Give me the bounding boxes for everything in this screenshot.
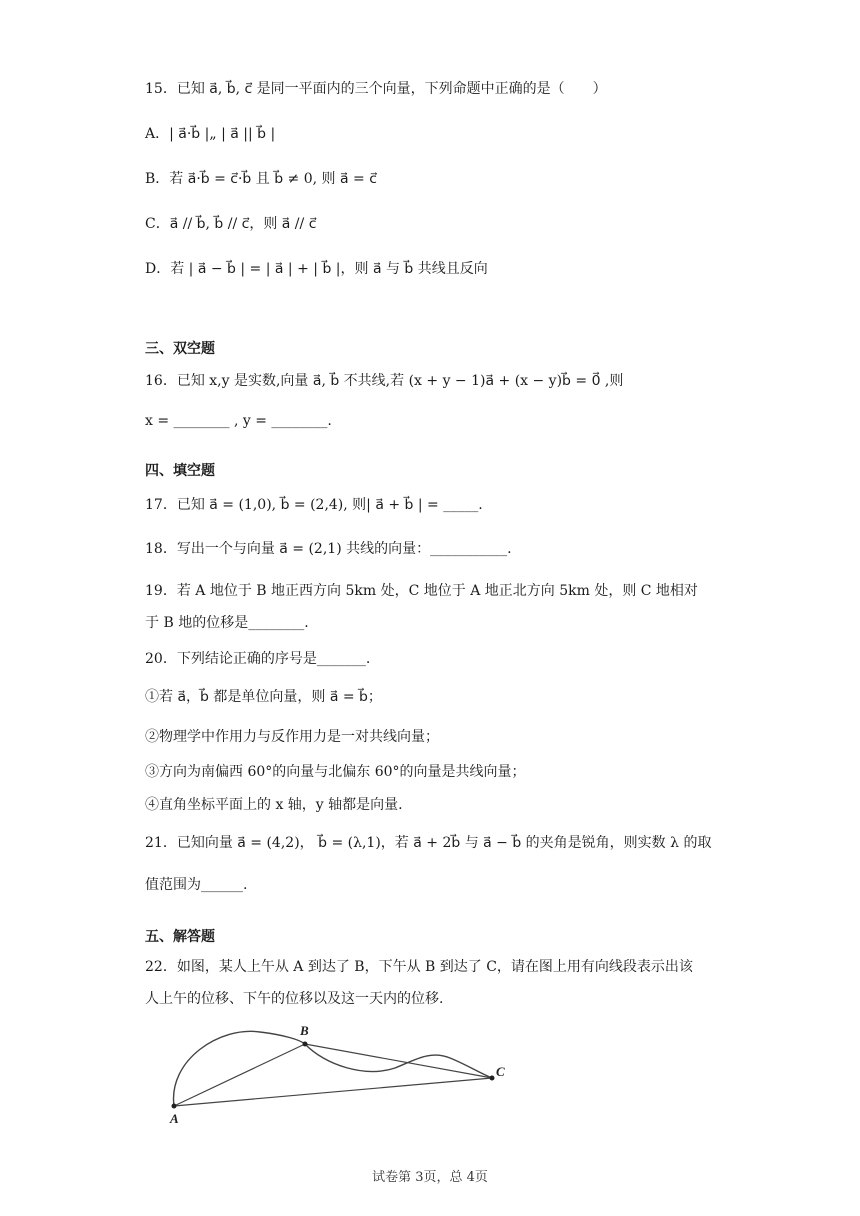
segment-a-c (174, 1078, 492, 1106)
label-c: C (496, 1064, 505, 1079)
q16-line1: 16．已知 x,y 是实数,向量 a⃗, b⃗ 不共线,若 (x + y − 1)a⃗ + (x − y)b⃗ = 0⃗ ,则 (145, 373, 624, 389)
q20-item-3: ③方向为南偏西 60°的向量与北偏东 60°的向量是共线向量； (145, 764, 526, 780)
q19-line2: 于 B 地的位移是________. (145, 615, 309, 631)
q17-text: 17．已知 a⃗ = (1,0), b⃗ = (2,4), 则| a⃗ + b⃗ | = _____. (145, 497, 483, 513)
q20-item-1: ①若 a⃗，b⃗ 都是单位向量，则 a⃗ = b⃗； (145, 689, 382, 705)
segment-b-c (305, 1044, 492, 1078)
q15-option-d: D．若 | a⃗ − b⃗ | = | a⃗ | + | b⃗ |，则 a⃗ 与 b⃗ 共线且反向 (145, 261, 488, 277)
q20-item-4: ④直角坐标平面上的 x 轴，y 轴都是向量. (145, 797, 403, 813)
q22-line1: 22．如图，某人上午从 A 到达了 B，下午从 B 到达了 C，请在图上用有向线段表示出该 (145, 959, 693, 975)
q15-option-c: C．a⃗ // b⃗, b⃗ // c⃗，则 a⃗ // c⃗ (145, 216, 317, 232)
label-a: A (170, 1111, 179, 1126)
displacement-figure (160, 1020, 520, 1130)
q22-line2: 人上午的位移、下午的位移以及这一天内的位移. (145, 991, 444, 1007)
q15-option-a: A．| a⃗·b⃗ |„ | a⃗ || b⃗ | (145, 126, 276, 142)
section-4-heading: 四、填空题 (145, 463, 215, 479)
q21-line1: 21．已知向量 a⃗ = (4,2)， b⃗ = (λ,1)，若 a⃗ + 2b⃗ 与 a⃗ − b⃗ 的夹角是锐角，则实数 λ 的取 (145, 835, 712, 851)
page-footer: 试卷第 3页，总 4页 (372, 1170, 488, 1185)
q21-line2: 值范围为______. (145, 877, 248, 893)
label-b: B (300, 1023, 309, 1038)
q16-line2: x = ________ , y = ________. (145, 413, 332, 429)
section-3-heading: 三、双空题 (145, 341, 215, 357)
morning-path-curve (174, 1031, 305, 1106)
q19-line1: 19．若 A 地位于 B 地正西方向 5km 处，C 地位于 A 地正北方向 5km 处，则 C 地相对 (145, 583, 698, 599)
point-c (490, 1076, 495, 1081)
point-b (303, 1042, 308, 1047)
section-5-heading: 五、解答题 (145, 929, 215, 945)
q20-stem: 20．下列结论正确的序号是_______. (145, 651, 371, 667)
q20-item-2: ②物理学中作用力与反作用力是一对共线向量； (145, 729, 439, 745)
q15-stem: 15．已知 a⃗, b⃗, c⃗ 是同一平面内的三个向量，下列命题中正确的是（ ） (145, 81, 607, 97)
q18-text: 18．写出一个与向量 a⃗ = (2,1) 共线的向量：___________. (145, 541, 512, 557)
q15-option-b: B．若 a⃗·b⃗ = c⃗·b⃗ 且 b⃗ ≠ 0, 则 a⃗ = c⃗ (145, 171, 377, 187)
point-a (172, 1104, 177, 1109)
